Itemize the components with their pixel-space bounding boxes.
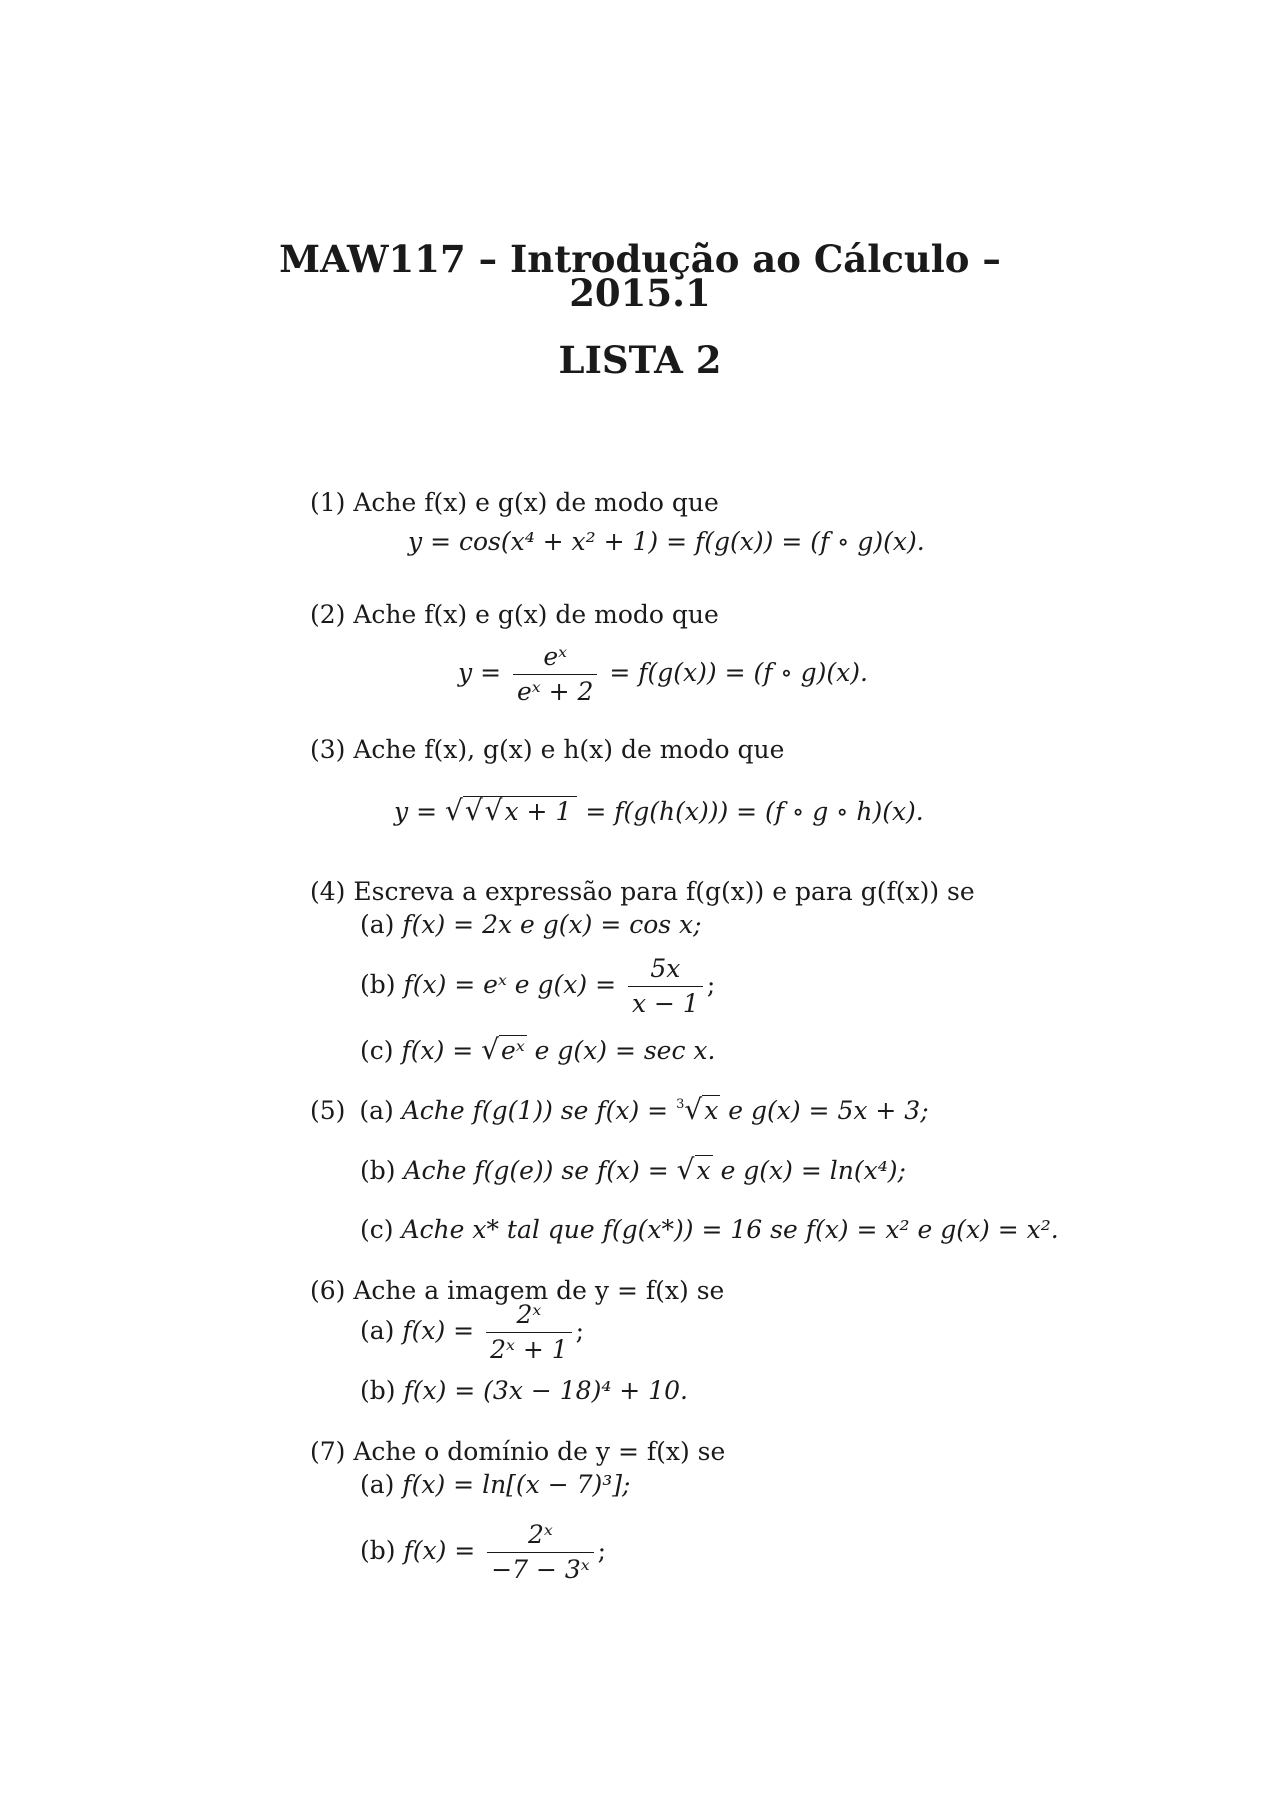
problem-2-intro: (2) Ache f(x) e g(x) de modo que [310, 600, 719, 629]
problem-6-intro: (6) Ache a imagem de y = f(x) se [310, 1276, 725, 1305]
problem-3-intro: (3) Ache f(x), g(x) e h(x) de modo que [310, 735, 785, 764]
problem-4b-fraction: $\frac{5x}{x - 1}$ [628, 954, 703, 1019]
title-line-1: MAW117 – Introdução ao Cálculo – [279, 237, 1001, 281]
problem-3-formula: y = √√√x + 1 = f(g(h(x))) = (f ∘ g ∘ h)(x). [394, 794, 924, 827]
list-title: LISTA 2 [558, 338, 722, 382]
problem-7a: (a) f(x) = ln[(x − 7)³]; [360, 1470, 631, 1499]
problem-6b: (b) f(x) = (3x − 18)⁴ + 10. [360, 1376, 688, 1405]
cube-root-sign-icon: √ [684, 1093, 703, 1126]
problem-4-intro: (4) Escreva a expressão para f(g(x)) e para g(f(x)) se [310, 877, 975, 906]
document-title [0, 237, 1280, 315]
problem-5c: (c) Ache x* tal que f(g(x*)) = 16 se f(x) = x² e g(x) = x². [360, 1215, 1059, 1244]
problem-7b-fraction: $\frac{\text{2ˣ}}{\text{−7 − 3ˣ}}$ [487, 1520, 593, 1585]
radical-sign-icon: √ [481, 1033, 500, 1066]
problem-5b: (b) Ache f(g(e)) se f(x) = √x e g(x) = ln(x⁴); [360, 1153, 906, 1186]
problem-4a: (a) f(x) = 2x e g(x) = cos x; [360, 910, 702, 939]
problem-2-fraction: $\frac{\text{eˣ}}{\text{eˣ + 2}}$ [513, 642, 597, 707]
problem-6a: (a) f(x) = $\frac{\text{2ˣ}}{\text{2ˣ + 1}}$ ; [360, 1300, 585, 1364]
problem-6a-fraction: $\frac{\text{2ˣ}}{\text{2ˣ + 1}}$ [486, 1300, 572, 1365]
problem-5a: (5) (a) Ache f(g(1)) se f(x) = $^3$√x e g(x) = 5x + 3; [310, 1093, 929, 1126]
problem-4c: (c) f(x) = √eˣ e g(x) = sec x. [360, 1033, 716, 1066]
title-line-2: 2015.1 [569, 271, 711, 315]
radical-sign-icon: √ [444, 794, 463, 827]
problem-2-formula: y = $\frac{\text{eˣ}}{\text{eˣ + 2}}$ = f(g(x)) = (f ∘ g)(x). [458, 642, 868, 706]
problem-1-formula: y = cos(x⁴ + x² + 1) = f(g(x)) = (f ∘ g)(x). [408, 527, 925, 556]
problem-7-intro: (7) Ache o domínio de y = f(x) se [310, 1437, 726, 1466]
problem-1-intro: (1) Ache f(x) e g(x) de modo que [310, 488, 719, 517]
problem-7b: (b) f(x) = $\frac{\text{2ˣ}}{\text{−7 − 3ˣ}}$ ; [360, 1520, 607, 1584]
radical-sign-icon: √ [676, 1153, 695, 1186]
problem-4b: (b) f(x) = eˣ e g(x) = $\frac{5x}{x - 1}$ ; [360, 954, 716, 1018]
